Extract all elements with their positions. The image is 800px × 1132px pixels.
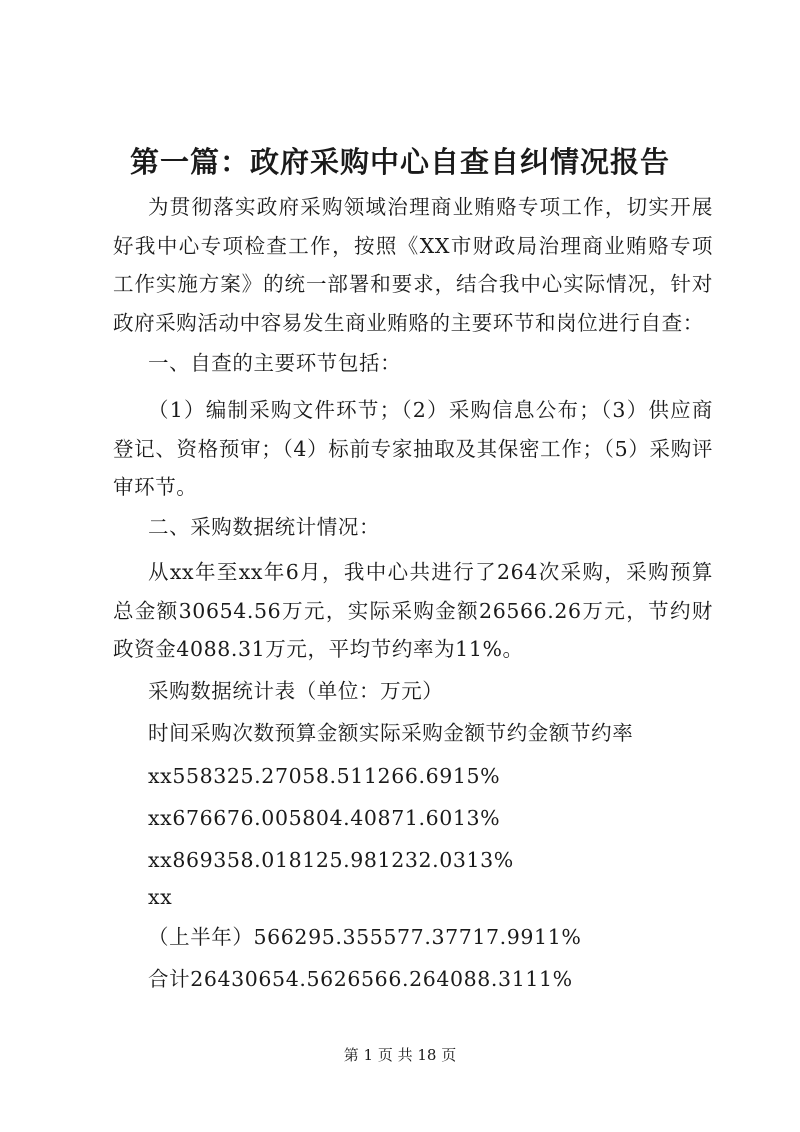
intro-paragraph: 为贯彻落实政府采购领域治理商业贿赂专项工作，切实开展好我中心专项检查工作，按照《XX市财政局治理商业贿赂专项工作实施方案》的统一部署和要求，结合我中心实际情况，针对政府采购活动中容易发生商业贿赂的主要环节和岗位进行自查： (113, 195, 713, 335)
table-row: xx676676.005804.40871.6013% (148, 806, 501, 830)
section-heading-1: 一、自查的主要环节包括： (148, 351, 402, 375)
page-title: 第一篇：政府采购中心自查自纠情况报告 (129, 145, 670, 179)
section-2-body: 从xx年至xx年6月，我中心共进行了264次采购，采购预算总金额30654.56万元，实际采购金额26566.26万元，节约财政资金4088.31万元，平均节约率为11%。 (113, 560, 713, 661)
table-row: xx869358.018125.981232.0313% (148, 848, 514, 872)
table-title: 采购数据统计表（单位：万元） (148, 679, 444, 703)
table-row: （上半年）566295.355577.37717.9911% (148, 925, 582, 949)
section-1-body: （1）编制采购文件环节；（2）采购信息公布；（3）供应商登记、资格预审；（4）标前专家抽取及其保密工作；（5）采购评审环节。 (113, 398, 713, 499)
table-row-total: 合计26430654.5626566.264088.3111% (148, 967, 573, 991)
table-header: 时间采购次数预算金额实际采购金额节约金额节约率 (148, 721, 634, 745)
page-footer: 第 1 页 共 18 页 (343, 1046, 457, 1064)
table-row: xx (148, 885, 173, 909)
table-row: xx558325.27058.511266.6915% (148, 764, 501, 788)
section-heading-2: 二、采购数据统计情况： (148, 515, 381, 539)
